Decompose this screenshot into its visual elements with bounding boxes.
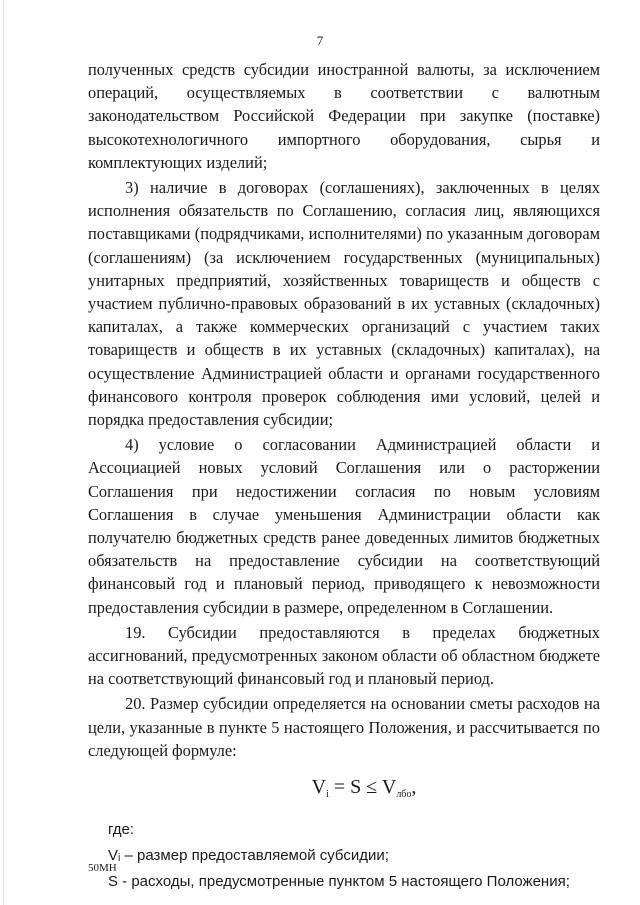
paragraph-continuation: полученных средств субсидии иностранной валюты, за исключением операций, осуществляемых в соответствии с валютным законодательством Российской Федерации при закупке (поставке) высокотехнологичного импортного оборудования, сырья и комплектующих изделий;	[88, 60, 600, 172]
formula-lhs: V	[311, 776, 327, 799]
formula-definitions	[88, 818, 600, 894]
subsidy-formula	[88, 770, 600, 812]
document-body	[88, 58, 600, 896]
paragraph-clause-20: 20. Размер субсидии определяется на основании сметы расходов на цели, указанные в пункте 5 настоящего Положения, и рассчитывается по следующей формуле:	[88, 694, 600, 760]
formula-rhs-subscript: лбо	[396, 789, 412, 801]
paragraph-item-4: 4) условие о согласовании Администрацией области и Ассоциацией новых условий Соглашения или о расторжении Соглашения при недостижении согласия по новым условиям Соглашения в случае уменьшения Администрации области как получателю бюджетных средств ранее доведенных лимитов бюджетных обязательств на предоставление субсидии на соответствующий финансовый год и плановый период, приводящего к невозможности предоставления субсидии в размере, определенном в Соглашении.	[88, 435, 600, 617]
page-number: 7	[316, 33, 324, 48]
formula-lhs-subscript: i	[326, 789, 329, 801]
paragraph-item-3: 3) наличие в договорах (соглашениях), заключенных в целях исполнения обязательств по Соглашению, согласия лиц, являющихся поставщиками (подрядчиками, исполнителями) по указанным договорам (соглашениям) (за исключением государственных (муниципальных) унитарных предприятий, хозяйственных товариществ и обществ с участием публично-правовых образований в их уставных (складочных) капиталах, а также коммерческих организаций с участием таких товариществ и обществ в их уставных (складочных) капиталах), на осуществление Администрацией области и органами государственного финансового контроля проверок соблюдения ими условий, целей и порядка предоставления субсидии;	[88, 178, 600, 430]
formula-middle: = S ≤ V	[328, 776, 397, 799]
definition-vi: Vᵢ – размер предоставляемой субсидии;	[108, 847, 389, 865]
document-code: 50МН	[88, 862, 117, 874]
scan-edge-line	[3, 0, 4, 905]
formula-tail: ,	[411, 776, 417, 799]
definitions-where-label: где:	[108, 821, 135, 839]
paragraph-clause-19: 19. Субсидии предоставляются в пределах бюджетных ассигнований, предусмотренных законом области об областном бюджете на соответствующий финансовый год и плановый период.	[88, 622, 600, 689]
definition-s: S - расходы, предусмотренные пунктом 5 настоящего Положения;	[108, 873, 570, 891]
